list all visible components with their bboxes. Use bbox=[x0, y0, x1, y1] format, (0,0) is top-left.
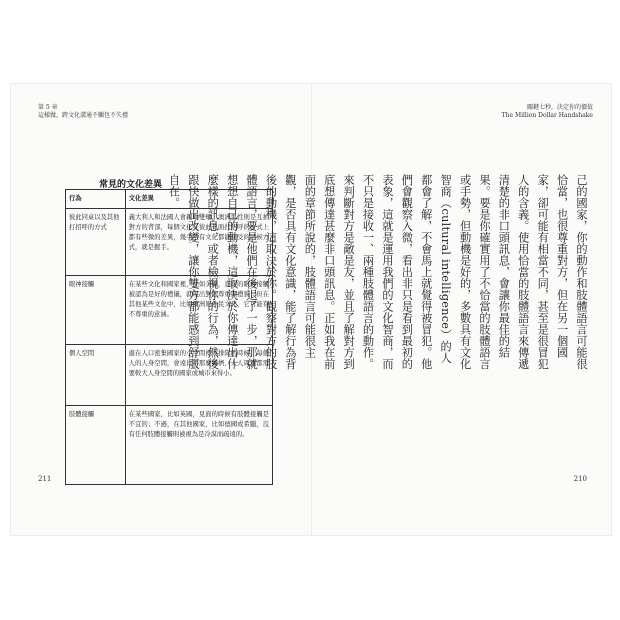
table-title: 常見的文化差異 bbox=[99, 180, 163, 190]
table-row bbox=[66, 406, 273, 485]
table-header-difference: 文化差異 bbox=[125, 190, 272, 209]
behavior-cell: 彼此同桌以及其他打招呼的方式 bbox=[66, 209, 126, 276]
book-spread bbox=[10, 83, 612, 536]
right-page-number: 210 bbox=[573, 475, 587, 483]
difference-cell: 義大利人和法國人會親吻雙頰，澳洲男性則是互拍對方的背部，每個文化在彼此見面打招呼的方式上都有些微的差異，幾乎所有文化都能接受的同候方式，就是握手。 bbox=[125, 209, 272, 276]
left-running-header bbox=[38, 104, 128, 120]
left-page-number: 211 bbox=[38, 475, 52, 483]
behavior-cell: 眼神接觸 bbox=[66, 276, 126, 345]
difference-cell: 在某些文化和國家裡，比如美國，直接的眼神接觸被認為是好的禮儀，就現出對您尊重與禮貌；但在其他某些文化中，比如澳洲原住民文化，它可能有不尊重的意涵。 bbox=[125, 276, 272, 345]
right-header-title: 關鍵七秒，決定你的價值 bbox=[526, 104, 593, 111]
left-header-chapter: 第 5 章 bbox=[38, 104, 58, 111]
right-header-subtitle: The Million Dollar Handshake bbox=[501, 112, 593, 119]
difference-cell: 處在人口密集國家的小空間裡或排隊的時候，每個人的人身空間，會遠比不那麼擁擠、人人周遭都需要較大人身空間的國家或城市來得小。 bbox=[125, 345, 272, 406]
behavior-cell: 個人空間 bbox=[66, 345, 126, 406]
vertical-body-text: 己的國家，你的動作和肢體語言可能很恰當，也很尊重對方，但在另一個國家，卻可能有相當不同，甚至是很冒犯人的含義。使用恰當的肢體語言來傳遞清楚的非口頭訊息，會讓你最佳的結果。要是你確實用了不恰當的肢體語言或手勢，但動機是好的，多數具有文化智商（cultural intelligence）的人都會了解，不會馬上就覺得被冒犯。他們會觀察入微，看出非只是看到最初的表象，這就是運用我們的文化智商，而不只是接收一、兩種肢體語言的動作。來判斷對方是敵是友，並且了解對方到底想傳達甚麼非口頭訊息。正如我在前面的章節所說的，肢體語言可能很主觀，是否具有文化意識，能了解行為背後的動機，這取決於你。觀察對方的肢體語言，要是他們在後退了一步，那就想想自己的動機，這取決於你傳達出什麼樣的訊息，或者檢視你的行為，然後跟快做出改變，讓你雙方都能感到舒服自在。 bbox=[167, 174, 588, 370]
right-running-header bbox=[502, 104, 593, 120]
behavior-cell: 肢體接觸 bbox=[66, 406, 126, 485]
table-header-behavior: 行為 bbox=[66, 190, 126, 209]
difference-cell: 在某些國家，比如英國，見面的時候有肢體接觸是不宜的；不過，在其他國家，比如德國或希臘，沒有任何肢體接觸則被視為是冷漠而疏遠的。 bbox=[125, 406, 272, 485]
left-header-title: 這樣做，跨文化溝通不觸包不失禮 bbox=[38, 112, 129, 119]
